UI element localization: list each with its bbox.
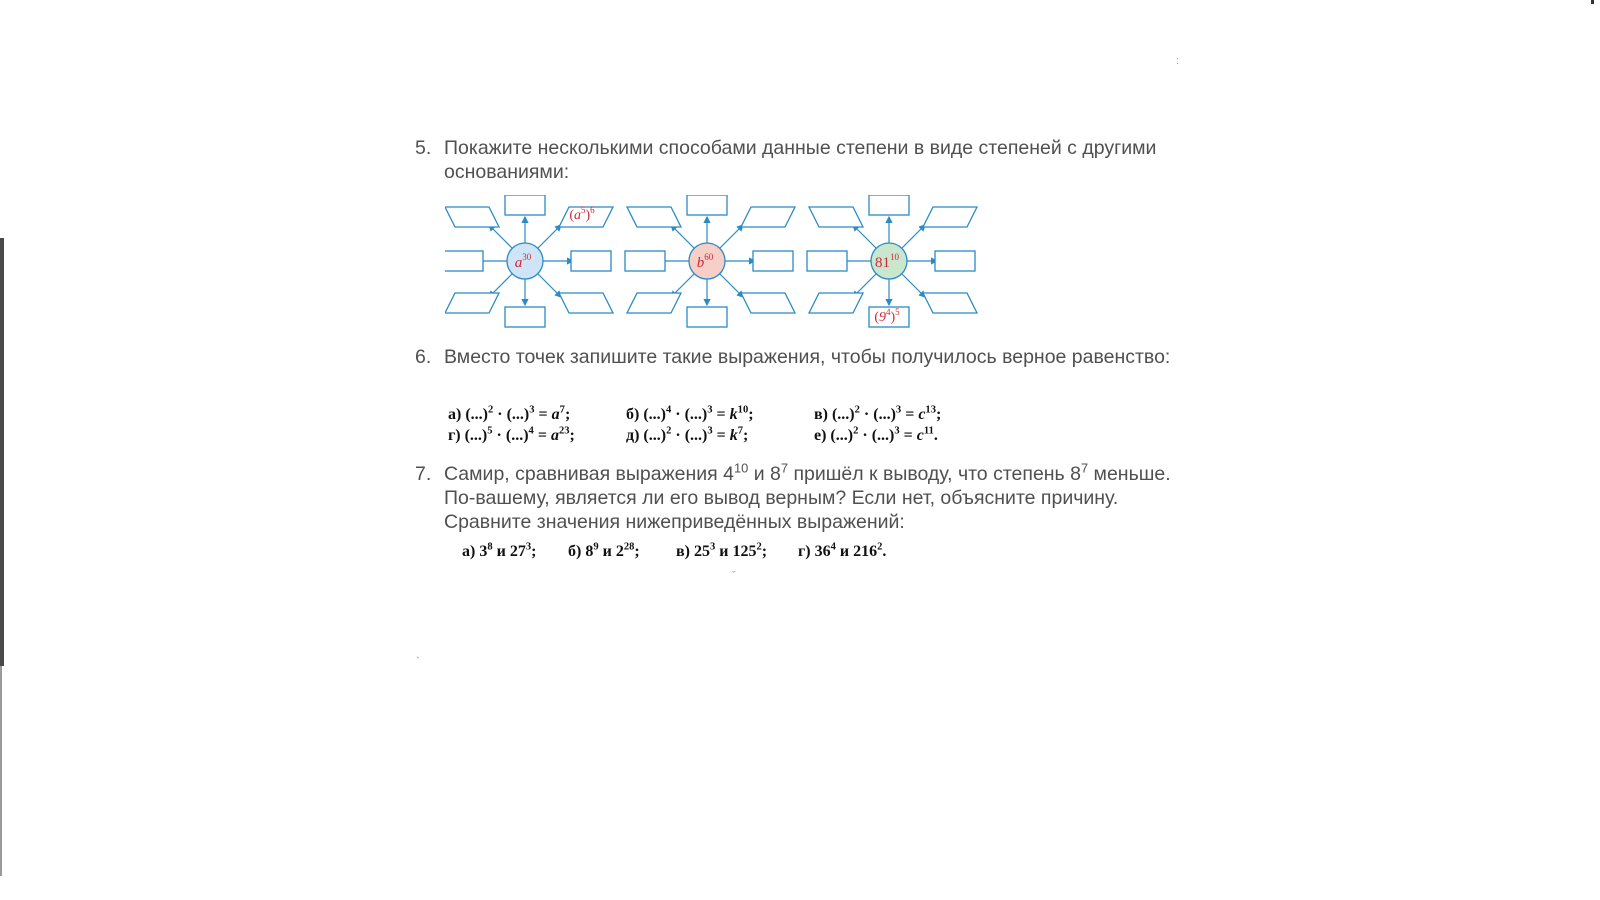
top-left-answer-box — [809, 207, 863, 227]
stray-mark: ˎ — [416, 644, 421, 659]
bottom-right-answer-box — [923, 293, 977, 313]
top-left-answer-box — [445, 207, 499, 227]
top-right-answer-box — [923, 207, 977, 227]
example-answer: $(a^5)^6$ — [569, 205, 595, 223]
right-answer-box — [571, 251, 611, 271]
top-answer-box — [869, 195, 909, 215]
bottom-answer-box — [687, 307, 727, 327]
left-answer-box — [807, 251, 847, 271]
task-text: Самир, сравнивая выражения $4^{10}$ и $8^7$ пришёл к выводу, что степень $8^7$ меньше. По-вашему, является ли его вывод верным? Если нет, объясните причину. Сравните значения нижеприведённых выражений: — [444, 460, 1171, 533]
equation-item: е) $(...)^2 \cdot (...)^3 = c^{11}$. — [814, 425, 938, 444]
arrow — [720, 225, 743, 248]
left-answer-box — [445, 251, 483, 271]
top-left-answer-box — [627, 207, 681, 227]
task-5 — [415, 136, 1175, 184]
left-answer-box — [625, 251, 665, 271]
hub-label: $a^{30}$ — [514, 252, 532, 271]
equation-item: в) $(...)^2 \cdot (...)^3 = c^{13}$; — [814, 404, 942, 423]
task-text: Вместо точек запишите такие выражения, чтобы получилось верное равенство: — [444, 346, 1171, 368]
arrow — [538, 274, 561, 297]
bottom-left-answer-box — [809, 293, 863, 313]
hub-label: $81^{10}$ — [875, 252, 899, 271]
hub-diagram — [807, 195, 977, 327]
arrow — [853, 225, 876, 248]
task-number: 7. — [415, 463, 432, 485]
comparison-item: в) $25^3$ и $125^2$; — [676, 541, 768, 560]
bottom-answer-box — [505, 307, 545, 327]
top-answer-box — [687, 195, 727, 215]
exponent-diagrams — [445, 195, 985, 335]
left-edge-bar — [0, 238, 4, 666]
task-text: Покажите несколькими способами данные степени в виде степеней с другими основаниями: — [444, 137, 1157, 183]
example-answer: $(9^4)^5$ — [874, 307, 900, 325]
task-number: 5. — [415, 137, 432, 159]
bottom-right-answer-box — [741, 293, 795, 313]
hub-label: $b^{60}$ — [696, 252, 714, 271]
hub-diagram — [625, 195, 795, 327]
comparison-item: г) $36^4$ и $216^2$. — [798, 541, 887, 560]
left-edge-line — [0, 666, 2, 876]
equation-item: а) $(...)^2 \cdot (...)^3 = a^7$; — [448, 404, 571, 423]
corner-mark — [1591, 0, 1594, 4]
right-answer-box — [935, 251, 975, 271]
arrow — [671, 225, 694, 248]
arrow — [489, 225, 512, 248]
equation-item: г) $(...)^5 \cdot (...)^4 = a^{23}$; — [448, 425, 575, 444]
top-right-answer-box — [741, 207, 795, 227]
comparison-item: а) $3^8$ и $27^3$; — [462, 541, 537, 560]
right-answer-box — [753, 251, 793, 271]
bottom-right-answer-box — [559, 293, 613, 313]
bottom-left-answer-box — [445, 293, 499, 313]
comparison-item: б) $8^9$ и $2^{28}$; — [568, 541, 640, 560]
equation-item: д) $(...)^2 \cdot (...)^3 = k^7$; — [626, 425, 749, 444]
equation-item: б) $(...)^4 \cdot (...)^3 = k^{10}$; — [626, 404, 754, 423]
task-6 — [415, 345, 1175, 369]
stray-mark: ˇ — [732, 570, 736, 582]
stray-mark: : — [1176, 55, 1180, 67]
arrow — [538, 225, 561, 248]
task-7 — [415, 462, 1175, 534]
arrow — [902, 274, 925, 297]
top-answer-box — [505, 195, 545, 215]
bottom-left-answer-box — [627, 293, 681, 313]
arrow — [902, 225, 925, 248]
arrow — [720, 274, 743, 297]
task-number: 6. — [415, 346, 432, 368]
